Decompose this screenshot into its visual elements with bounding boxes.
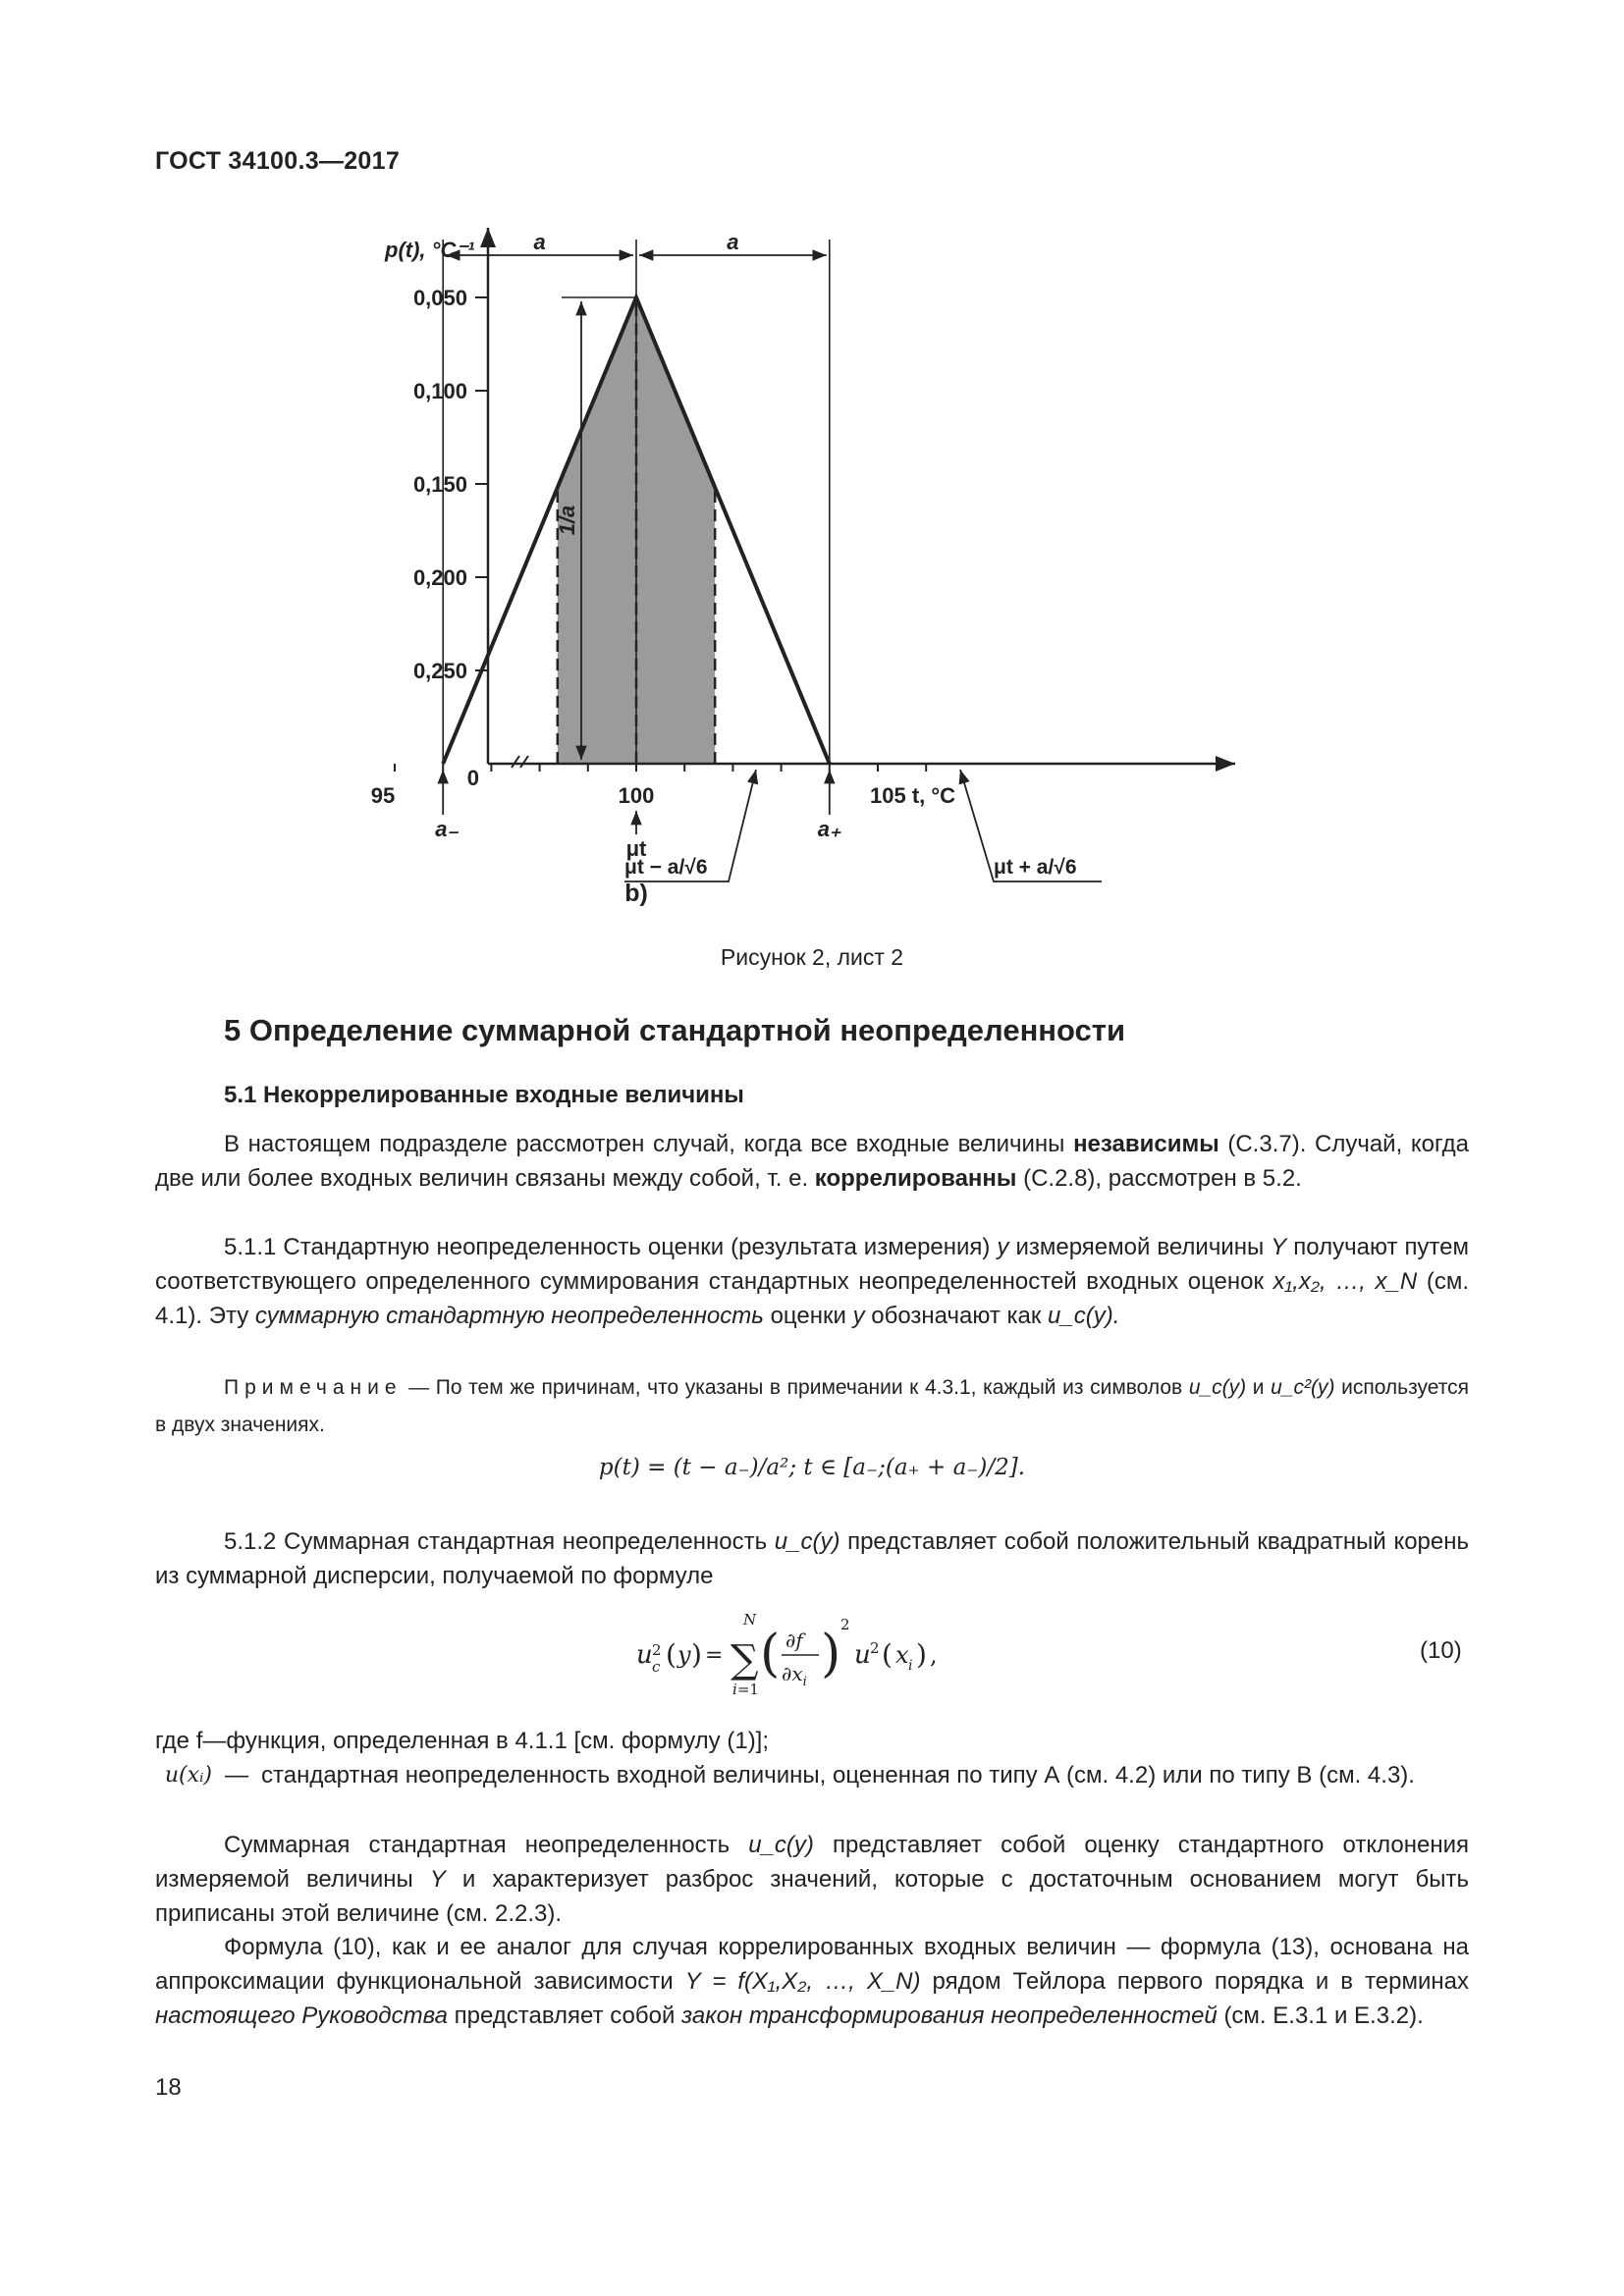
where-item: u(xᵢ) — стандартная неопределенность входной величины, оцененная по типу А (см. 4.2) или по типу В (см. 4.3). xyxy=(164,1762,1415,1789)
y-tick-label: 0,050 xyxy=(412,286,467,310)
where-list xyxy=(155,1724,1469,1792)
height-label: 1/a xyxy=(555,505,579,536)
x-tick-label: 100 xyxy=(618,783,655,808)
mu-label: μt xyxy=(625,836,647,861)
paragraph-combined-uncertainty: Суммарная стандартная неопределенность u_c(y) представляет собой оценку стандартного отклонения измеряемой величины Y и характеризует разброс значений, которые с достаточным основанием могут быть приписаны этой величине (см. 2.2.3). xyxy=(155,1832,1470,1927)
svg-text:,: , xyxy=(930,1641,938,1669)
page-number: 18 xyxy=(155,2074,182,2101)
x-tick-label: 95 xyxy=(370,783,396,808)
paragraph-5-1-1: 5.1.1 Стандартную неопределенность оценки (результата измерения) y измеряемой величины Y получают путем соответствующего определенного суммирования стандартных неопределенностей входных оценок x₁,x₂, …, x_N (см. 4.1). Эту суммарную стандартную неопределенность оценки y обозначают как u_c(y). xyxy=(155,1234,1470,1329)
svg-text:2: 2 xyxy=(840,1616,850,1633)
svg-text:∑: ∑ xyxy=(731,1637,759,1682)
document-code: ГОСТ 34100.3—2017 xyxy=(155,147,401,175)
where-item: где f — функция, определенная в 4.1.1 [см. формулу (1)]; xyxy=(155,1728,770,1754)
axis-break-mark xyxy=(512,756,528,768)
mu-plus-label: μt + a/√6 xyxy=(994,856,1077,879)
svg-text:): ) xyxy=(916,1638,927,1671)
paragraph-independent: В настоящем подразделе рассмотрен случай, когда все входные величины независимы (С.3.7). Случай, когда две или более входных величин связаны между собой, т. е. коррелированны (С.2.8), рассмотрен в 5.2. xyxy=(155,1131,1470,1192)
svg-text:N: N xyxy=(743,1611,757,1629)
y-tick-label: 0,200 xyxy=(412,565,467,590)
paragraph-formula-10-basis: Формула (10), как и ее аналог для случая коррелированных входных величин — формула (13), основана на аппроксимации функциональной зависимости Y = f(X₁,X₂, …, X_N) рядом Тейлора первого порядка и в терминах настоящего Руководства представляет собой закон трансформирования неопределенностей (см. Е.3.1 и Е.3.2). xyxy=(155,1934,1469,2029)
inline-formula: p(t) = (t − a₋)/a²; t ∈ [a₋;(a₊ + a₋)/2]. xyxy=(598,1455,1026,1480)
svg-text:): ) xyxy=(821,1625,841,1683)
mu-minus-label: μt − a/√6 xyxy=(624,856,708,879)
figure-caption: Рисунок 2, лист 2 xyxy=(720,944,904,970)
svg-text:=: = xyxy=(705,1643,724,1668)
paragraph-5-1-2: 5.1.2 Суммарная стандартная неопределенность u_c(y) представляет собой положительный квадратный корень из суммарной дисперсии, получаемой по формуле xyxy=(155,1528,1470,1589)
triangular-distribution-figure xyxy=(0,0,1624,923)
y-axis-title: p(t), °C⁻¹ xyxy=(385,238,475,262)
svg-text:u: u xyxy=(636,1640,653,1670)
svg-text:(: ( xyxy=(760,1625,781,1683)
y-tick-label: 0,150 xyxy=(412,472,467,497)
x-tick-label: 105 t, °C xyxy=(870,783,956,808)
note: Примечание — По тем же причинам, что указаны в примечании к 4.3.1, каждый из символов u_c(y) и u_c²(y) используется в двух значениях. xyxy=(155,1376,1470,1436)
y-tick-label-zero: 0 xyxy=(466,766,479,790)
y-tick-label: 0,100 xyxy=(412,379,467,403)
note-label: Примечание xyxy=(224,1376,403,1399)
svg-text:c: c xyxy=(652,1658,661,1676)
width-label-left: a xyxy=(533,230,546,254)
formula-number: (10) xyxy=(1420,1637,1462,1664)
svg-text:∂f: ∂f xyxy=(785,1629,803,1652)
section-title: 5 Определение суммарной стандартной неопределенности xyxy=(224,1013,1126,1047)
svg-text:2: 2 xyxy=(652,1641,662,1659)
figure-sublabel: b) xyxy=(624,880,648,907)
svg-text:(: ( xyxy=(666,1638,677,1671)
svg-text:∂xi: $\partial x_i$ xyxy=(782,1662,807,1689)
width-label-right: a xyxy=(727,230,739,254)
svg-text:2: 2 xyxy=(870,1639,880,1657)
svg-text:x: x xyxy=(895,1641,909,1669)
a-minus-label: a₋ xyxy=(435,817,460,841)
svg-text:i=1: i=1 xyxy=(732,1681,759,1698)
svg-text:i: i xyxy=(908,1658,913,1674)
svg-text:): ) xyxy=(691,1638,702,1671)
subsection-title: 5.1 Некоррелированные входные величины xyxy=(224,1082,744,1108)
formula-10 xyxy=(628,1600,962,1708)
svg-text:u: u xyxy=(854,1640,871,1670)
svg-text:(: ( xyxy=(882,1638,893,1671)
svg-text:y: y xyxy=(677,1641,691,1669)
y-tick-label: 0,250 xyxy=(412,659,467,683)
a-plus-label: a₊ xyxy=(817,817,841,841)
